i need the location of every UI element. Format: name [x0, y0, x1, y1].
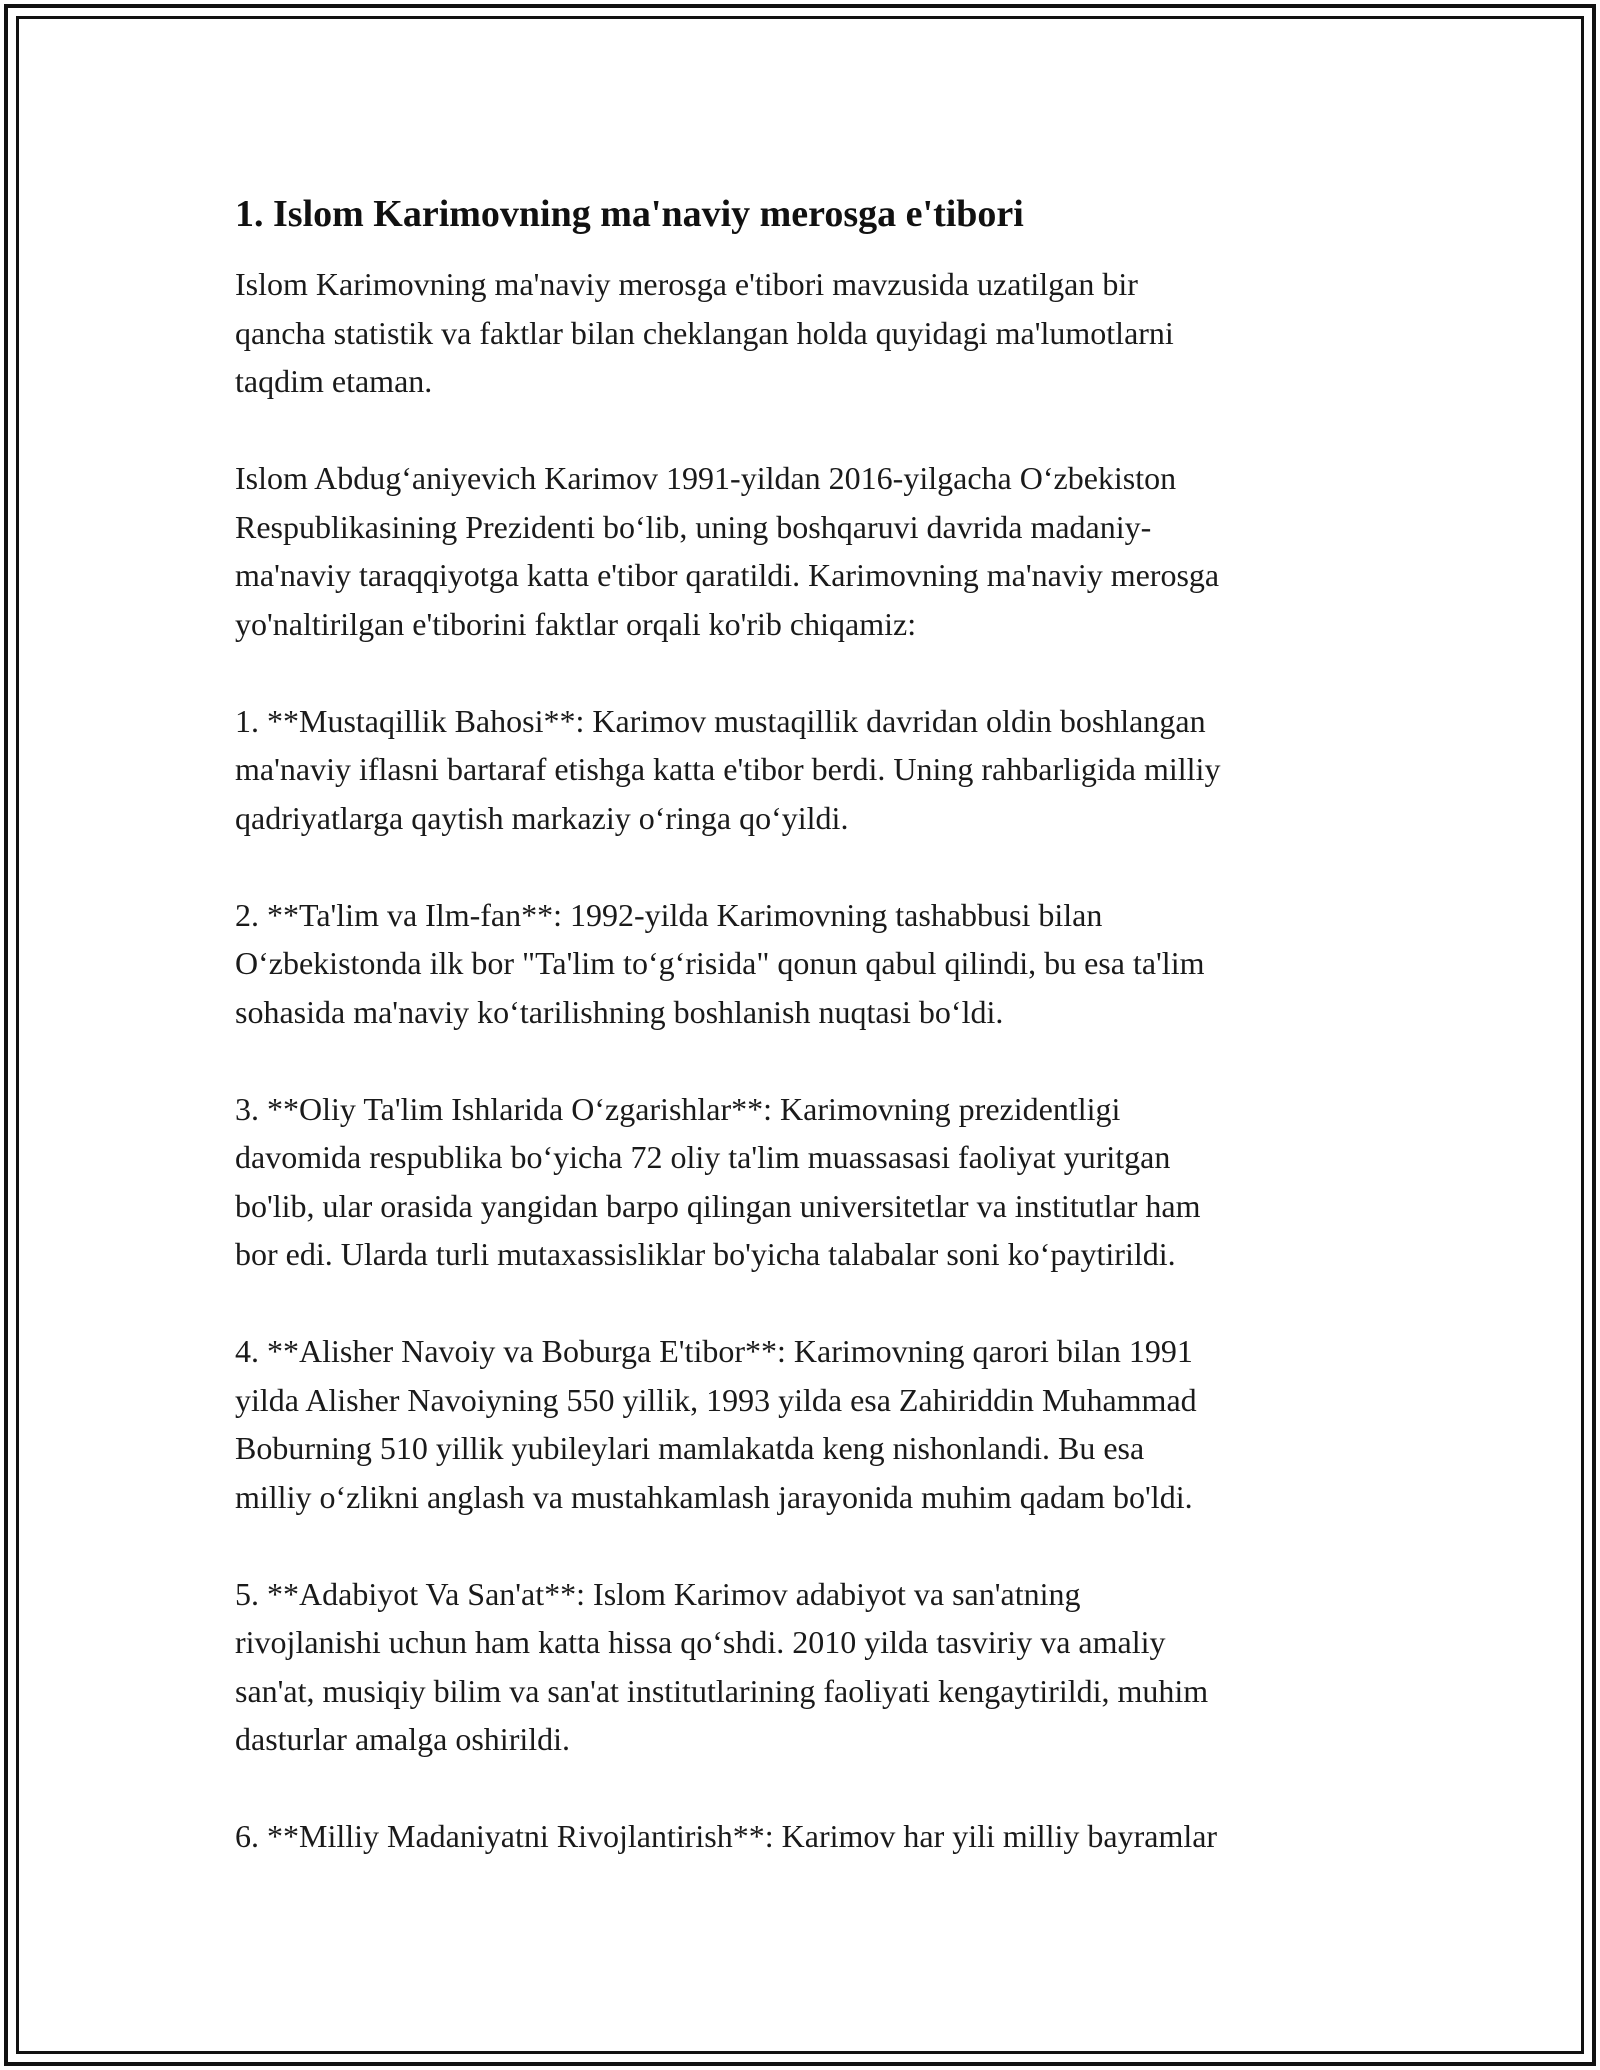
list-item-oliy-talim: 3. **Oliy Ta'lim Ishlarida O‘zgarishlar**: Karimovning prezidentligi davomida respublika bo‘yicha 72 oliy ta'lim muassasasi faoliyat yuritgan bo'lib, ular orasida yangidan barpo qilingan universitetlar va institutlar ham bor edi. Ularda turli mutaxassisliklar bo'yicha talabalar soni ko‘paytirildi. [235, 1090, 1201, 1272]
list-item-mustaqillik: 1. **Mustaqillik Bahosi**: Karimov mustaqillik davridan oldin boshlangan ma'naviy iflasni bartaraf etishga katta e'tibor berdi. Uning rahbarligida milliy qadriyatlarga qaytish markaziy o‘ringa qo‘yildi. [235, 702, 1221, 836]
list-item-adabiyot: 5. **Adabiyot Va San'at**: Islom Karimov adabiyot va san'atning rivojlanishi uchun ham katta hissa qo‘shdi. 2010 yilda tasviriy va amaliy san'at, musiqiy bilim va san'at institutlarining faoliyati kengaytirildi, muhim dasturlar amalga oshirildi. [235, 1575, 1209, 1757]
intro-paragraph: Islom Karimovning ma'naviy merosga e'tibori mavzusida uzatilgan bir qancha statistik va faktlar bilan cheklangan holda quyidagi ma'lumotlarni taqdim etaman. [235, 266, 1174, 399]
list-item-navoiy-bobur: 4. **Alisher Navoiy va Boburga E'tibor**: Karimovning qarori bilan 1991 yilda Alisher Navoiyning 550 yillik, 1993 yilda esa Zahiriddin Muhammad Boburning 510 yillik yubileylari mamlakatda keng nishonlandi. Bu esa milliy o‘zlikni anglash va mustahkamlash jarayonida muhim qadam bo'ldi. [235, 1333, 1197, 1515]
list-item-talim: 2. **Ta'lim va Ilm-fan**: 1992-yilda Karimovning tashabbusi bilan O‘zbekistonda ilk bor "Ta'lim to‘g‘risida" qonun qabul qilindi, bu esa ta'lim sohasida ma'naviy ko‘tarilishning boshlanish nuqtasi bo‘ldi. [235, 896, 1205, 1030]
document-title: 1. Islom Karimovning ma'naviy merosga e'tibori [235, 193, 1024, 235]
background-paragraph: Islom Abdug‘aniyevich Karimov 1991-yildan 2016-yilgacha O‘zbekiston Respublikasining Prezidenti bo‘lib, uning boshqaruvi davrida madaniy- ma'naviy taraqqiyotga katta e'tibor qaratildi. Karimovning ma'naviy merosga yo'naltirilgan e'tiborini faktlar orqali ko'rib chiqamiz: [235, 460, 1220, 642]
list-item-milliy-madaniyat: 6. **Milliy Madaniyatni Rivojlantirish**: Karimov har yili milliy bayramlar [235, 1818, 1218, 1854]
document-body [235, 186, 1375, 1861]
